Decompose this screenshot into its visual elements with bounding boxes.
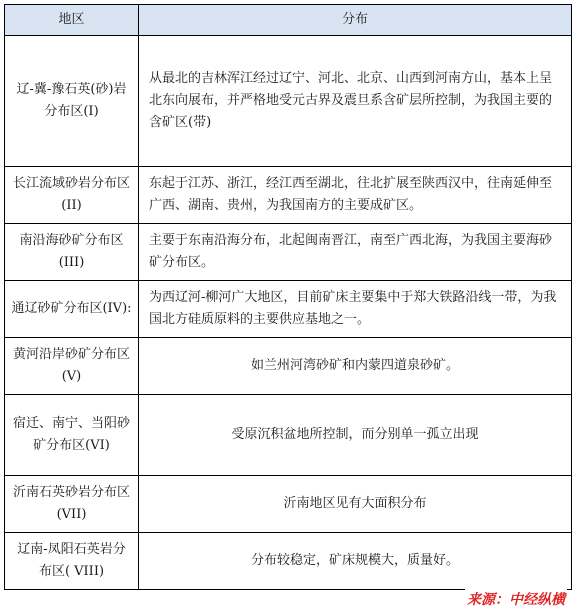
region-cell: 辽-冀-豫石英(砂)岩分布区(I) — [5, 36, 139, 167]
table-header-row — [5, 5, 572, 36]
table-row — [5, 476, 572, 533]
distribution-cell: 主要于东南沿海分布，北起闽南晋江，南至广西北海，为我国主要海砂矿分布区。 — [139, 224, 572, 281]
distribution-cell: 为西辽河-柳河广大地区，目前矿床主要集中于郑大铁路沿线一带，为我国北方硅质原料的主要供应基地之一。 — [139, 281, 572, 338]
region-cell: 南沿海砂矿分布区(III) — [5, 224, 139, 281]
region-cell: 宿迁、南宁、当阳砂矿分布区(VI) — [5, 395, 139, 476]
region-cell: 沂南石英砂岩分布区(VII) — [5, 476, 139, 533]
header-distribution: 分布 — [139, 5, 572, 36]
distribution-cell: 东起于江苏、浙江，经江西至湖北，往北扩展至陕西汉中，往南延伸至广西、湖南、贵州，为我国南方的主要成矿区。 — [139, 167, 572, 224]
region-cell: 辽南-凤阳石英岩分布区( VIII) — [5, 533, 139, 590]
distribution-cell: 分布较稳定，矿床规模大，质量好。 — [139, 533, 572, 590]
region-cell: 长江流域砂岩分布区(II) — [5, 167, 139, 224]
source-watermark: 来源：中经纵横 — [465, 589, 567, 609]
table-row — [5, 338, 572, 395]
distribution-cell: 沂南地区见有大面积分布 — [139, 476, 572, 533]
region-cell: 黄河沿岸砂矿分布区(V) — [5, 338, 139, 395]
table-row — [5, 224, 572, 281]
region-cell: 通辽砂矿分布区(IV): — [5, 281, 139, 338]
table-row — [5, 533, 572, 590]
table-row — [5, 167, 572, 224]
distribution-cell: 从最北的吉林浑江经过辽宁、河北、北京、山西到河南方山，基本上呈北东向展布，并严格地受元古界及震旦系含矿层所控制，为我国主要的含矿区(带) — [139, 36, 572, 167]
table-row — [5, 36, 572, 167]
region-distribution-table — [4, 4, 572, 590]
table-row — [5, 281, 572, 338]
distribution-cell: 受原沉积盆地所控制，而分别单一孤立出现 — [139, 395, 572, 476]
distribution-cell: 如兰州河湾砂矿和内蒙四道泉砂矿。 — [139, 338, 572, 395]
header-region: 地区 — [5, 5, 139, 36]
table-row — [5, 395, 572, 476]
